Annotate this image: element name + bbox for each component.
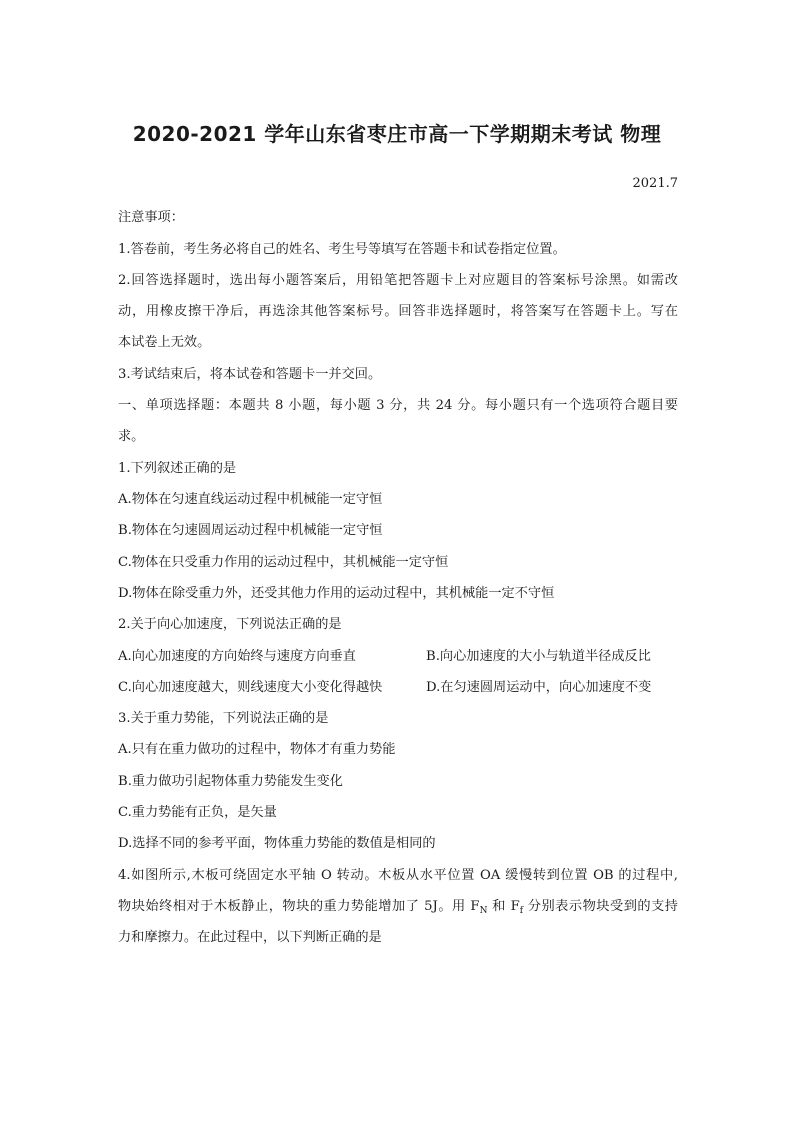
question-1-option-d: D.物体在除受重力外，还受其他力作用的运动过程中，其机械能一定不守恒 <box>118 586 555 601</box>
q4-text-post: 分别表示物块受到的支持 <box>523 899 678 914</box>
q4-sub-n: N <box>479 906 488 916</box>
exam-title: 2020-2021 学年山东省枣庄市高一下学期期末考试 物理 <box>132 122 662 146</box>
question-1-stem: 1.下列叙述正确的是 <box>118 461 237 476</box>
notice-heading: 注意事项： <box>118 210 184 225</box>
question-2-option-a: A.向心加速度的方向始终与速度方向垂直 <box>118 649 356 664</box>
question-3-option-a: A.只有在重力做功的过程中，物体才有重力势能 <box>118 742 396 757</box>
question-1-option-b: B.物体在匀速圆周运动过程中机械能一定守恒 <box>118 523 383 538</box>
question-3-option-d: D.选择不同的参考平面，物体重力势能的数值是相同的 <box>118 836 436 851</box>
question-4-stem-line1: 4.如图所示,木板可绕固定水平轴 O 转动。木板从水平位置 OA 缓慢转到位置 OB 的过程中, <box>118 868 678 883</box>
question-1-option-a: A.物体在匀速直线运动过程中机械能一定守恒 <box>118 492 383 507</box>
question-4-stem-line2 <box>118 897 678 921</box>
question-1-option-c: C.物体在只受重力作用的运动过程中，其机械能一定守恒 <box>118 555 449 570</box>
q4-sub-f: f <box>519 906 524 916</box>
section-heading-cont: 求。 <box>118 429 145 444</box>
section-heading: 一、单项选择题：本题共 8 小题，每小题 3 分，共 24 分。每小题只有一个选项符合题目要 <box>118 398 678 413</box>
notice-item: 动，用橡皮擦干净后，再选涂其他答案标号。回答非选择题时，将答案写在答题卡上。写在 <box>118 304 678 319</box>
question-2-option-b: B.向心加速度的大小与轨道半径成反比 <box>426 649 651 664</box>
notice-item: 本试卷上无效。 <box>118 335 211 350</box>
question-2-stem: 2.关于向心加速度，下列说法正确的是 <box>118 617 342 632</box>
question-2-option-d: D.在匀速圆周运动中，向心加速度不变 <box>426 680 652 695</box>
notice-item: 1.答卷前，考生务必将自己的姓名、考生号等填写在答题卡和试卷指定位置。 <box>118 242 566 257</box>
question-3-option-c: C.重力势能有正负，是矢量 <box>118 805 277 820</box>
q4-text-mid: 和 F <box>487 899 520 914</box>
question-2-option-c: C.向心加速度越大，则线速度大小变化得越快 <box>118 680 383 695</box>
notice-item: 3.考试结束后，将本试卷和答题卡一并交回。 <box>118 367 382 382</box>
question-3-option-b: B.重力做功引起物体重力势能发生变化 <box>118 774 343 789</box>
question-4-stem-line3: 力和摩擦力。在此过程中，以下判断正确的是 <box>118 930 382 945</box>
exam-date: 2021.7 <box>632 176 678 191</box>
q4-text-pre: 物块始终相对于木板静止，物块的重力势能增加了 5J。用 F <box>118 899 480 914</box>
question-3-stem: 3.关于重力势能，下列说法正确的是 <box>118 711 329 726</box>
notice-item: 2.回答选择题时，选出每小题答案后，用铅笔把答题卡上对应题目的答案标号涂黑。如需改 <box>118 273 678 288</box>
